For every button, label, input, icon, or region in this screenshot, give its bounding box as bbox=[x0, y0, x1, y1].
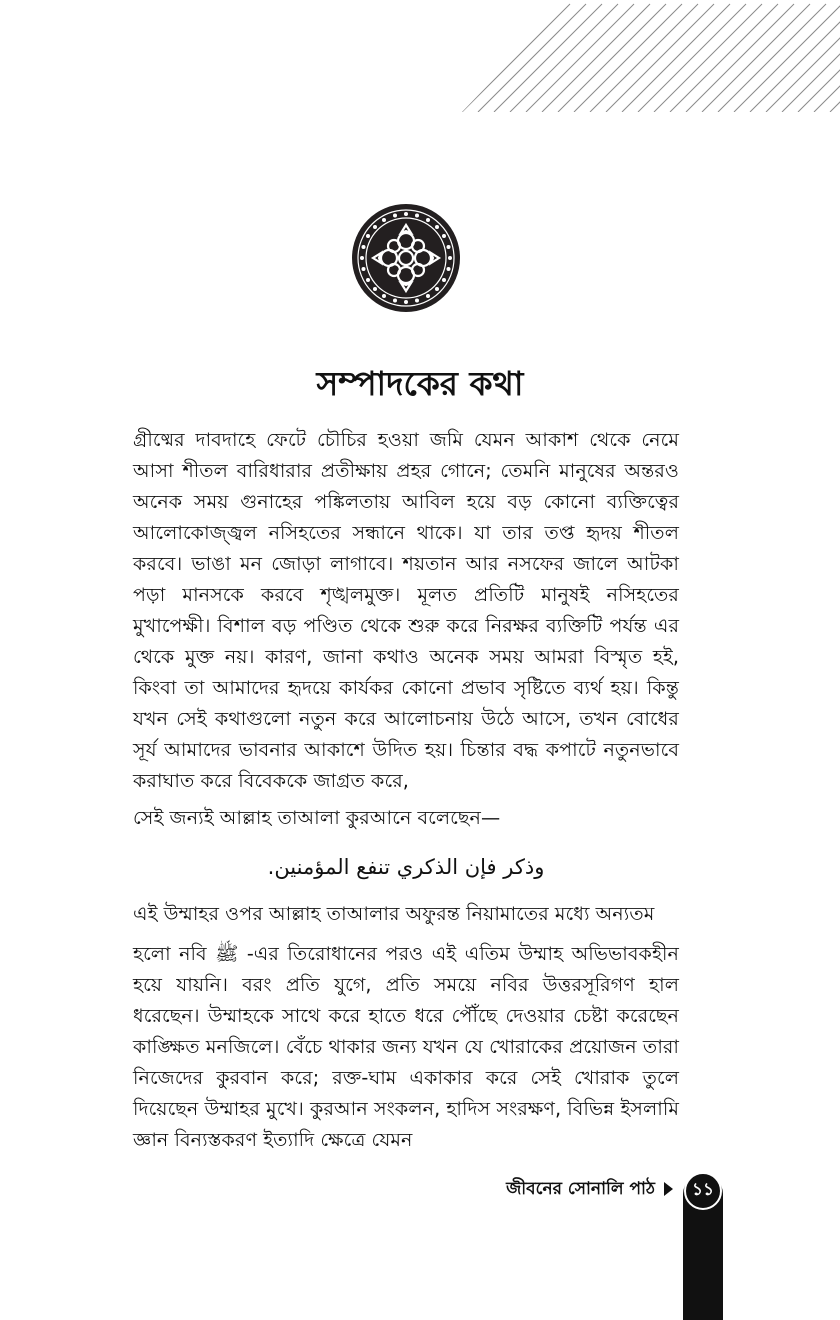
page-number: ১১ bbox=[684, 1172, 722, 1210]
body-paragraph: সেই জন্যই আল্লাহ তাআলা কুরআনে বলেছেন— bbox=[133, 806, 501, 829]
footer-book-title: জীবনের সোনালি পাঠ bbox=[506, 1179, 655, 1199]
body-paragraph: এই উম্মাহর ওপর আল্লাহ তাআলার অফুরন্ত নিয়ামাতের মধ্যে অন্যতম bbox=[133, 902, 655, 925]
arabic-quote: وذكر فإن الذكري تنفع المؤمنين. bbox=[267, 855, 545, 879]
ornament-medallion-icon bbox=[351, 203, 461, 313]
body-paragraph: হলো নবি ﷺ -এর তিরোধানের পরও এই এতিম উম্মাহ অভিভাবকহীন হয়ে যায়নি। বরং প্রতি যুগে, প্রতি সময়ে নবির উত্তরসূরিগণ হাল ধরেছেন। উম্মাহকে সাথে করে হাতে ধরে পৌঁছে দেওয়ার চেষ্টা করেছেন কাঙ্ক্ষিত মনজিলে। বেঁচে থাকার জন্য যখন যে খোরাকের প্রয়োজন তারা নিজেদের কুরবান করে; রক্ত-ঘাম একাকার করে সেই খোরাক তুলে দিয়েছেন উম্মাহর মুখে। কুরআন সংকলন, হাদিস সংরক্ষণ, বিভিন্ন ইসলামি জ্ঞান বিন্যস্তকরণ ইত্যাদি ক্ষেত্রে যেমন bbox=[133, 942, 679, 1151]
triangle-right-icon bbox=[664, 1182, 673, 1196]
body-paragraph: গ্রীষ্মের দাবদাহে ফেটে চৌচির হওয়া জমি যেমন আকাশ থেকে নেমে আসা শীতল বারিধারার প্রতীক্ষায় প্রহর গোনে; তেমনি মানুষের অন্তরও অনেক সময় গুনাহের পঙ্কিলতায় আবিল হয়ে বড় কোনো ব্যক্তিত্বের আলোকোজ্জ্বল নসিহতের সন্ধানে থাকে। যা তার তপ্ত হৃদয় শীতল করবে। ভাঙা মন জোড়া লাগাবে। শয়তান আর নসফের জালে আটকা পড়া মানসকে করবে শৃঙ্খলমুক্ত। মূলত প্রতিটি মানুষই নসিহতের মুখাপেক্ষী। বিশাল বড় পণ্ডিত থেকে শুরু করে নিরক্ষর ব্যক্তিটি পর্যন্ত এর থেকে মুক্ত নয়। কারণ, জানা কথাও অনেক সময় আমরা বিস্মৃত হই, কিংবা তা আমাদের হৃদয়ে কার্যকর কোনো প্রভাব সৃষ্টিতে ব্যর্থ হয়। কিন্তু যখন সেই কথাগুলো নতুন করে আলোচনায় উঠে আসে, তখন বোধের সূর্য আমাদের ভাবনার আকাশে উদিত হয়। চিন্তার বদ্ধ কপাটে নতুনভাবে করাঘাত করে বিবেককে জাগ্রত করে, bbox=[133, 428, 679, 792]
decorative-stripes bbox=[0, 0, 840, 112]
page-title: সম্পাদকের কথা bbox=[316, 364, 524, 403]
